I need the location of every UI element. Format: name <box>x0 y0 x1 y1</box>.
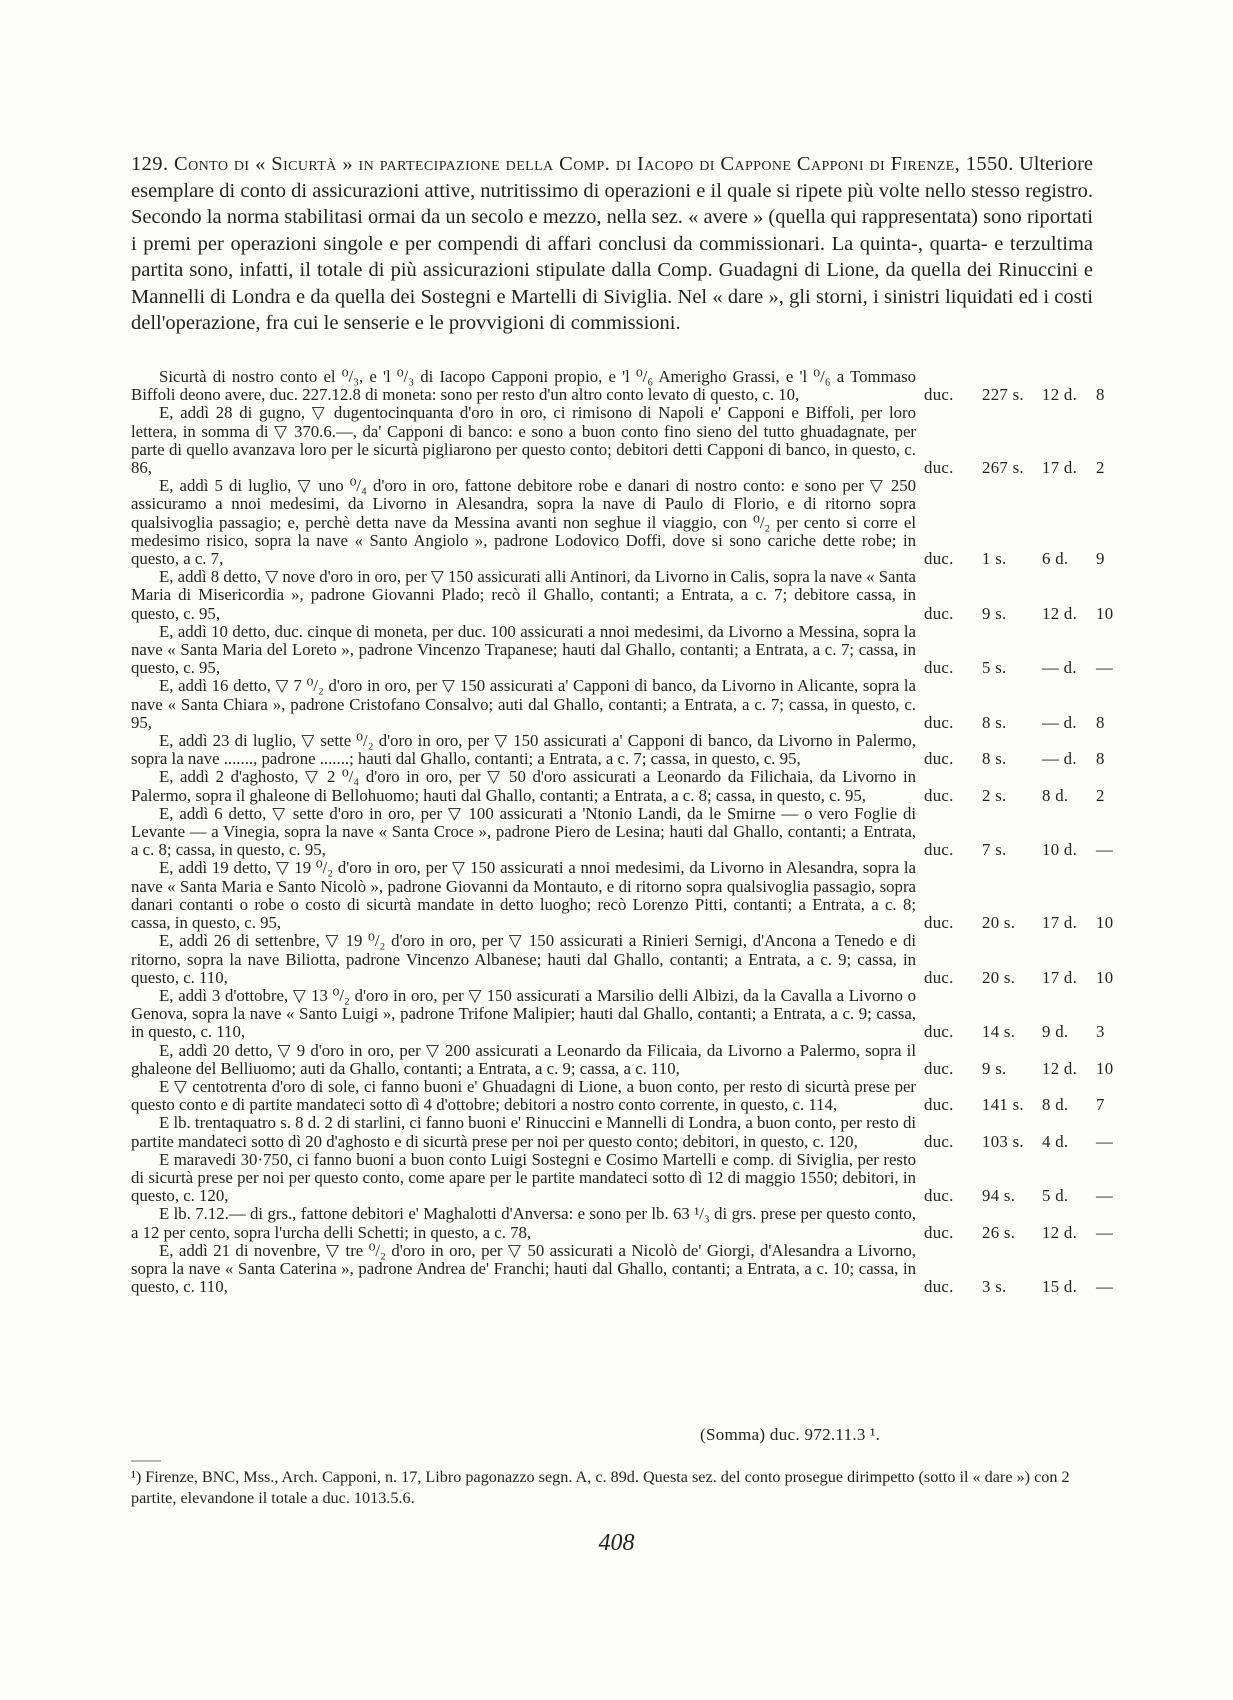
entry-text: E, addì 20 detto, ▽ 9 d'oro in oro, per ▽ 200 assicurati a Leonardo da Filicaia, da Livorno a Palermo, sopra il ghaleone del Belliuomo; auti da Ghallo, contanti; a Entrata, a c. 9; cassa, a c. 110, <box>131 1040 916 1078</box>
entry-soldi-cell: 10 d. <box>1042 840 1078 860</box>
ledger-entry <box>131 1240 1114 1297</box>
entry-soldi-cell: 12 d. <box>1042 1222 1078 1242</box>
entry-denari: 2 <box>1096 785 1105 805</box>
footnote: ¹) Firenze, BNC, Mss., Arch. Capponi, n. 17, Libro pagonazzo segn. A, c. 89d. Questa sez. del conto prosegue dirimpetto (sotto il « dare ») con 2 partite, elevandone il totale a duc. 1013.5.6. <box>131 1468 1070 1507</box>
entry-currency-cell <box>924 1023 982 1041</box>
ledger-entry <box>131 803 1114 860</box>
ledger-entry <box>131 403 1105 478</box>
entry-currency-cell <box>924 550 982 568</box>
entry-soldi-cell: 5 d. <box>1042 1186 1069 1206</box>
entry-soldi: 6 <box>1042 549 1051 569</box>
entry-ducats: 9 <box>982 603 991 623</box>
entry-denari-cell <box>1096 1187 1113 1205</box>
entry-soldi: — <box>1042 712 1060 732</box>
entry-amount <box>916 1187 1113 1205</box>
entry-ducats-cell: 14 s. <box>982 1022 1016 1042</box>
entry-currency: duc. <box>924 840 954 860</box>
entry-ducats: 103 <box>982 1131 1009 1151</box>
entry-text: E lb. trentaquatro s. 8 d. 2 di starlini, ci fanno buoni e' Rinuccini e Mannelli di Londra, a buon conto, per resto di partite mandateci sotto dì 20 d'aghosto e di sicurtà prese per noi per questo conto; debitori, in questo, c. 120, <box>131 1113 916 1151</box>
entry-ducats: 20 <box>982 967 1000 987</box>
entry-soldi: 9 <box>1042 1022 1051 1042</box>
entry-ducats: 7 <box>982 840 991 860</box>
entry-currency: duc. <box>924 1058 954 1078</box>
entry-ducats-cell: 7 s. <box>982 840 1007 860</box>
entry-denari-cell <box>1096 1224 1113 1242</box>
entry-denari: — <box>1096 840 1114 860</box>
footnote-rule <box>131 1454 1093 1468</box>
ledger-entry <box>131 985 1105 1042</box>
entry-ducats: 94 <box>982 1186 1000 1206</box>
entry-soldi-cell: 17 d. <box>1042 458 1078 478</box>
entry-amount <box>916 1278 1113 1296</box>
entry-denari: 10 <box>1096 913 1114 933</box>
entry-soldi: 12 <box>1042 1058 1060 1078</box>
entry-text: E, addì 5 di luglio, ▽ uno ⁰/₄ d'oro in oro, fattone debitore robe e danari di nostro conto: e sono per ▽ 250 assicuramo a nnoi medesimi, da Livorno in Alesandra, sopra la nave di Paulo di Florio, e di ritorno sopra qualsivoglia passagio; e, perchè detta nave da Messina avanti non seghue il viaggio, con ⁰/₂ per cento si corre el medesimo risico, sopra la nave « Santo Angiolo », padrone Lodovico Doffi, dove si sono cariche dette robe; in questo, a c. 7, <box>131 476 916 569</box>
ledger-entry <box>131 476 1105 569</box>
entry-denari-cell <box>1096 969 1113 987</box>
ledger-entry <box>131 1076 1105 1115</box>
entry-ducats-cell: 141 s. <box>982 1095 1024 1115</box>
entry-denari: 8 <box>1096 385 1105 405</box>
entry-denari: 2 <box>1096 458 1105 478</box>
entry-soldi: — <box>1042 658 1060 678</box>
entry-ducats: 5 <box>982 658 991 678</box>
entry-denari: — <box>1096 1277 1114 1297</box>
entry-soldi-cell: 15 d. <box>1042 1277 1078 1297</box>
entry-ducats-cell: 103 s. <box>982 1131 1024 1151</box>
entry-ducats-cell: 227 s. <box>982 385 1024 405</box>
ledger-entry <box>131 1204 1114 1242</box>
entry-denari-cell <box>1096 1133 1113 1151</box>
ledger-entry <box>131 567 1114 623</box>
entry-ducats: 2 <box>982 785 991 805</box>
entry-soldi: 17 <box>1042 913 1060 933</box>
entry-ducats: 8 <box>982 749 991 769</box>
entry-currency: duc. <box>924 712 954 732</box>
entry-soldi-cell: 17 d. <box>1042 967 1078 987</box>
entry-currency-cell <box>924 386 982 404</box>
entry-amount <box>916 1023 1105 1041</box>
entry-ducats-cell: 3 s. <box>982 1277 1007 1297</box>
entry-currency: duc. <box>924 658 954 678</box>
entry-ducats-cell: 9 s. <box>982 603 1007 623</box>
entry-denari-cell <box>1096 714 1105 732</box>
entry-currency-cell <box>924 605 982 623</box>
ledger-entry <box>131 1040 1114 1078</box>
entry-text: E, addì 2 d'aghosto, ▽ 2 ⁰/₄ d'oro in oro, per ▽ 50 d'oro assicurati a Leonardo da Filichaia, da Livorno in Palermo, sopra il ghaleone di Bellohuomo; hauti dal Ghallo, contanti; a Entrata, a c. 8; cassa, in questo, c. 95, <box>131 767 916 805</box>
entry-currency-cell <box>924 969 982 987</box>
entry-amount <box>916 1096 1105 1114</box>
entry-currency: duc. <box>924 603 954 623</box>
entry-text: E, addì 28 di gugno, ▽ dugentocinquanta d'oro in oro, ci rimisono di Napoli e' Capponi e Biffoli, per loro lettera, in somma di ▽ 370.6.—, da' Capponi di banco: e sono a buon conto fino sieno del tutto ghuadagnate, per parte di quello avanzava loro per le sicurtà pigliarono per questo conto; debitori detti Capponi di banco, in questo, c. 86, <box>131 403 916 478</box>
entry-currency-cell <box>924 714 982 732</box>
entry-ducats: 141 <box>982 1095 1009 1115</box>
entry-ducats: 20 <box>982 913 1000 933</box>
entry-text: E, addì 16 detto, ▽ 7 ⁰/₂ d'oro in oro, per ▽ 150 assicurati a' Capponi di banco, da Livorno in Alicante, sopra la nave « Santa Chiara », padrone Cristofano Consalvo; auti dal Ghallo, contanti; a Entrata, a c. 7; cassa, in questo, c. 95, <box>131 676 916 732</box>
entry-soldi: 17 <box>1042 458 1060 478</box>
ledger-total: (Somma) duc. 972.11.3 ¹. <box>700 1425 881 1444</box>
entry-denari: 3 <box>1096 1022 1105 1042</box>
entry-ducats: 9 <box>982 1058 991 1078</box>
entry-denari-cell <box>1096 659 1113 677</box>
entry-amount <box>916 714 1105 732</box>
entry-denari-cell <box>1096 605 1113 623</box>
entry-soldi-cell: 17 d. <box>1042 913 1078 933</box>
entry-denari-cell <box>1096 914 1113 932</box>
entry-currency: duc. <box>924 913 954 933</box>
entry-denari-cell <box>1096 1023 1105 1041</box>
ledger-entry <box>131 1149 1114 1206</box>
entry-ducats-cell: 94 s. <box>982 1186 1016 1206</box>
entry-denari: 7 <box>1096 1095 1105 1115</box>
entry-soldi-cell: — d. <box>1042 749 1077 769</box>
entry-denari-cell <box>1096 841 1113 859</box>
document-description: Ulteriore esemplare di conto di assicurazioni attive, nutritissimo di operazioni e il quale si ripete più volte nello stesso registro. Secondo la norma stabilitasi ormai da un secolo e mezzo, nella sez. « avere » (quella qui rappresentata) sono riportati i premi per operazioni singole e per compendi di affari conclusi da commissionari. La quinta-, quarta- e terzultima partita sono, infatti, il totale di più assicurazioni stipulate dalla Comp. Guadagni di Lione, da quella dei Rinuccini e Mannelli di Londra e da quella dei Sostegni e Martelli di Siviglia. Nel « dare », gli storni, i sinistri liquidati ed i costi dell'operazione, fra cui le senserie e le provvigioni di commissioni. <box>131 153 1093 334</box>
entry-currency-cell <box>924 1133 982 1151</box>
entry-denari-cell <box>1096 386 1105 404</box>
entry-currency: duc. <box>924 1022 954 1042</box>
ledger-entry <box>131 731 1105 769</box>
entry-soldi: — <box>1042 749 1060 769</box>
entry-currency-cell <box>924 1278 982 1296</box>
entry-ducats-cell: 5 s. <box>982 658 1007 678</box>
entry-soldi-cell: 8 d. <box>1042 1095 1069 1115</box>
entry-text: E, addì 19 detto, ▽ 19 ⁰/₂ d'oro in oro, per ▽ 150 assicurati a nnoi medesimi, da Livorno in Alesandra, sopra la nave « Santa Maria e Santo Nicolò », padrone Giovanni da Montauto, e di ritorno sopra qualsivoglia passagio, sopra danari contanti o robe o costo di sicurtà mandate in detto luogho; recò Lorenzo Pitti, contanti; a Entrata, a c. 8; cassa, in questo, c. 95, <box>131 858 916 933</box>
entry-soldi: 12 <box>1042 603 1060 623</box>
entry-ducats-cell: 8 s. <box>982 712 1007 732</box>
entry-soldi-cell: — d. <box>1042 712 1077 732</box>
entry-text: E, addì 6 detto, ▽ sette d'oro in oro, per ▽ 100 assicurati a 'Ntonio Landi, da le Smirne — o vero Foglie di Levante — a Vinegia, sopra la nave « Santa Croce », padrone Piero de Lesina; hauti dal Ghallo, contanti; a Entrata, a c. 8; cassa, in questo, c. 95, <box>131 803 916 860</box>
entry-currency-cell <box>924 750 982 768</box>
entry-denari: 10 <box>1096 603 1114 623</box>
entry-soldi: 8 <box>1042 785 1051 805</box>
entry-denari: 10 <box>1096 967 1114 987</box>
entry-soldi: 12 <box>1042 385 1060 405</box>
entry-amount <box>916 787 1105 805</box>
ledger-entry <box>131 621 1114 678</box>
entry-text: E, addì 26 di settenbre, ▽ 19 ⁰/₂ d'oro in oro, per ▽ 150 assicurati a Rinieri Sernigi, d'Ancona a Tenedo e di ritorno, sopra la nave Biliotta, padrone Vincenzo Albanese; hauti dal Ghallo, contanti; a Entrata, a c. 9; cassa, in questo, c. 110, <box>131 931 916 987</box>
entry-denari: 8 <box>1096 749 1105 769</box>
entry-amount <box>916 1060 1113 1078</box>
ledger-entry <box>131 1113 1114 1151</box>
entry-amount <box>916 969 1113 987</box>
entry-text: E, addì 23 di luglio, ▽ sette ⁰/₂ d'oro in oro, per ▽ 150 assicurati a' Capponi di banco, da Livorno in Palermo, sopra la nave ......., padrone .......; hauti dal Ghallo, contanti; a Entrata, a c. 7; cassa, in questo, c. 95, <box>131 731 916 769</box>
entry-soldi-cell: 8 d. <box>1042 785 1069 805</box>
entry-denari-cell <box>1096 1060 1113 1078</box>
entry-currency: duc. <box>924 549 954 569</box>
entry-denari: 10 <box>1096 1058 1114 1078</box>
entry-text: E ▽ centotrenta d'oro di sole, ci fanno buoni e' Ghuadagni di Lione, a buon conto, per resto di sicurtà prese per questo conto e di partite mandateci sotto dì 4 d'ottobre; debitori a nostro conto corrente, in questo, c. 114, <box>131 1076 916 1115</box>
entry-denari-cell <box>1096 787 1105 805</box>
entry-denari-cell <box>1096 1096 1105 1114</box>
entry-amount <box>916 1133 1113 1151</box>
entry-soldi-cell: — d. <box>1042 658 1077 678</box>
entry-currency: duc. <box>924 1186 954 1206</box>
entry-ducats: 8 <box>982 712 991 732</box>
entry-currency: duc. <box>924 967 954 987</box>
entry-amount <box>916 550 1105 568</box>
ledger-entry <box>131 676 1105 732</box>
entry-text: E lb. 7.12.— di grs., fattone debitori e' Maghalotti d'Anversa: e sono per lb. 63 ¹/₃ di grs. prese per questo conto, a 12 per cento, sopra l'urcha delli Schetti; in questo, a c. 78, <box>131 1204 916 1242</box>
entry-amount <box>916 914 1113 932</box>
document-heading: 129. Conto di « Sicurtà » in partecipazione della Comp. di Iacopo di Cappone Capponi di Firenze, 1550. <box>131 153 1014 175</box>
ledger-entry <box>131 858 1114 933</box>
entry-text: E, addì 3 d'ottobre, ▽ 13 ⁰/₂ d'oro in oro, per ▽ 150 assicurati a Marsilio delli Albizi, da la Cavalla a Livorno o Genova, sopra la nave « Santo Luigi », padrone Trifone Malipier; hauti dal Ghallo, contanti; a Entrata, a c. 9; cassa, in questo, c. 110, <box>131 985 916 1042</box>
entry-text: E, addì 8 detto, ▽ nove d'oro in oro, per ▽ 150 assicurati alli Antinori, da Livorno in Calis, sopra la nave « Santa Maria di Misericordia », padrone Giovanni Plado; recò il Ghallo, contanti; a Entrata, a c. 7; debitore cassa, in questo, c. 95, <box>131 567 916 623</box>
entry-currency: duc. <box>924 1095 954 1115</box>
entry-currency: duc. <box>924 1222 954 1242</box>
ledger-entries <box>131 367 1114 1297</box>
ledger-entry <box>131 767 1105 805</box>
entry-ducats-cell: 267 s. <box>982 458 1024 478</box>
entry-currency: duc. <box>924 785 954 805</box>
entry-currency: duc. <box>924 749 954 769</box>
entry-denari-cell <box>1096 459 1105 477</box>
entry-currency-cell <box>924 914 982 932</box>
entry-soldi: 5 <box>1042 1186 1051 1206</box>
entry-denari: — <box>1096 1186 1114 1206</box>
document-intro <box>131 151 1093 337</box>
entry-soldi-cell: 12 d. <box>1042 603 1078 623</box>
entry-text: E maravedi 30·750, ci fanno buoni a buon conto Luigi Sostegni e Cosimo Martelli e comp. di Siviglia, per resto di sicurtà prese per noi per questo conto, come apare per le partite mandateci sotto dì 12 di maggio 1550; debitori, in questo, c. 120, <box>131 1149 916 1206</box>
entry-ducats: 3 <box>982 1277 991 1297</box>
entry-ducats: 1 <box>982 549 991 569</box>
entry-amount <box>916 605 1113 623</box>
entry-denari-cell <box>1096 750 1105 768</box>
ledger-entry <box>131 367 1105 405</box>
entry-text: E, addì 10 detto, duc. cinque di moneta, per duc. 100 assicurati a nnoi medesimi, da Livorno a Messina, sopra la nave « Santa Maria del Loreto », padrone Vincenzo Trapanese; hauti dal Ghallo, contanti; a Entrata, a c. 7; cassa, in questo, c. 95, <box>131 621 916 678</box>
entry-amount <box>916 750 1105 768</box>
entry-amount <box>916 659 1113 677</box>
entry-soldi: 4 <box>1042 1131 1051 1151</box>
entry-ducats-cell: 8 s. <box>982 749 1007 769</box>
entry-soldi: 8 <box>1042 1095 1051 1115</box>
entry-currency: duc. <box>924 1277 954 1297</box>
entry-currency: duc. <box>924 458 954 478</box>
entry-amount <box>916 386 1105 404</box>
entry-denari: 9 <box>1096 549 1105 569</box>
entry-soldi: 10 <box>1042 840 1060 860</box>
entry-amount <box>916 459 1105 477</box>
entry-text: E, addì 21 di novenbre, ▽ tre ⁰/₂ d'oro in oro, per ▽ 50 assicurati a Nicolò de' Giorgi, d'Alesandra a Livorno, sopra la nave « Santa Caterina », padrone Andrea de' Franchi; hauti dal Ghallo, contanti; a Entrata, a c. 10; cassa, in questo, c. 110, <box>131 1240 916 1297</box>
entry-ducats: 227 <box>982 385 1009 405</box>
page-number: 408 <box>598 1530 635 1556</box>
entry-amount <box>916 841 1113 859</box>
ledger-entry <box>131 931 1114 987</box>
entry-ducats: 267 <box>982 458 1009 478</box>
entry-soldi-cell: 4 d. <box>1042 1131 1069 1151</box>
entry-soldi-cell: 6 d. <box>1042 549 1069 569</box>
entry-currency: duc. <box>924 1131 954 1151</box>
entry-ducats-cell: 1 s. <box>982 549 1007 569</box>
entry-currency-cell <box>924 1096 982 1114</box>
entry-soldi: 15 <box>1042 1277 1060 1297</box>
entry-currency-cell <box>924 787 982 805</box>
entry-currency-cell <box>924 659 982 677</box>
entry-ducats-cell: 9 s. <box>982 1058 1007 1078</box>
entry-currency: duc. <box>924 385 954 405</box>
entry-denari-cell <box>1096 550 1105 568</box>
entry-amount <box>916 1224 1113 1242</box>
entry-denari: — <box>1096 1222 1114 1242</box>
entry-soldi: 12 <box>1042 1222 1060 1242</box>
entry-soldi-cell: 9 d. <box>1042 1022 1069 1042</box>
entry-currency-cell <box>924 1187 982 1205</box>
entry-ducats-cell: 20 s. <box>982 913 1016 933</box>
entry-ducats: 26 <box>982 1222 1000 1242</box>
entry-denari: — <box>1096 658 1114 678</box>
entry-denari: — <box>1096 1131 1114 1151</box>
entry-currency-cell <box>924 1060 982 1078</box>
entry-ducats-cell: 20 s. <box>982 967 1016 987</box>
entry-currency-cell <box>924 841 982 859</box>
entry-denari: 8 <box>1096 712 1105 732</box>
entry-ducats: 14 <box>982 1022 1000 1042</box>
entry-text: Sicurtà di nostro conto el ⁰/₃, e 'l ⁰/₃ di Iacopo Capponi propio, e 'l ⁰/₆ Amerigho Grassi, e 'l ⁰/₆ a Tommaso Biffoli deono avere, duc. 227.12.8 di moneta: sono per resto d'un altro conto levato di questo, c. 10, <box>131 367 916 405</box>
entry-denari-cell <box>1096 1278 1113 1296</box>
entry-soldi: 17 <box>1042 967 1060 987</box>
entry-ducats-cell: 2 s. <box>982 785 1007 805</box>
entry-soldi-cell: 12 d. <box>1042 1058 1078 1078</box>
entry-currency-cell <box>924 459 982 477</box>
entry-ducats-cell: 26 s. <box>982 1222 1016 1242</box>
entry-currency-cell <box>924 1224 982 1242</box>
entry-soldi-cell: 12 d. <box>1042 385 1078 405</box>
